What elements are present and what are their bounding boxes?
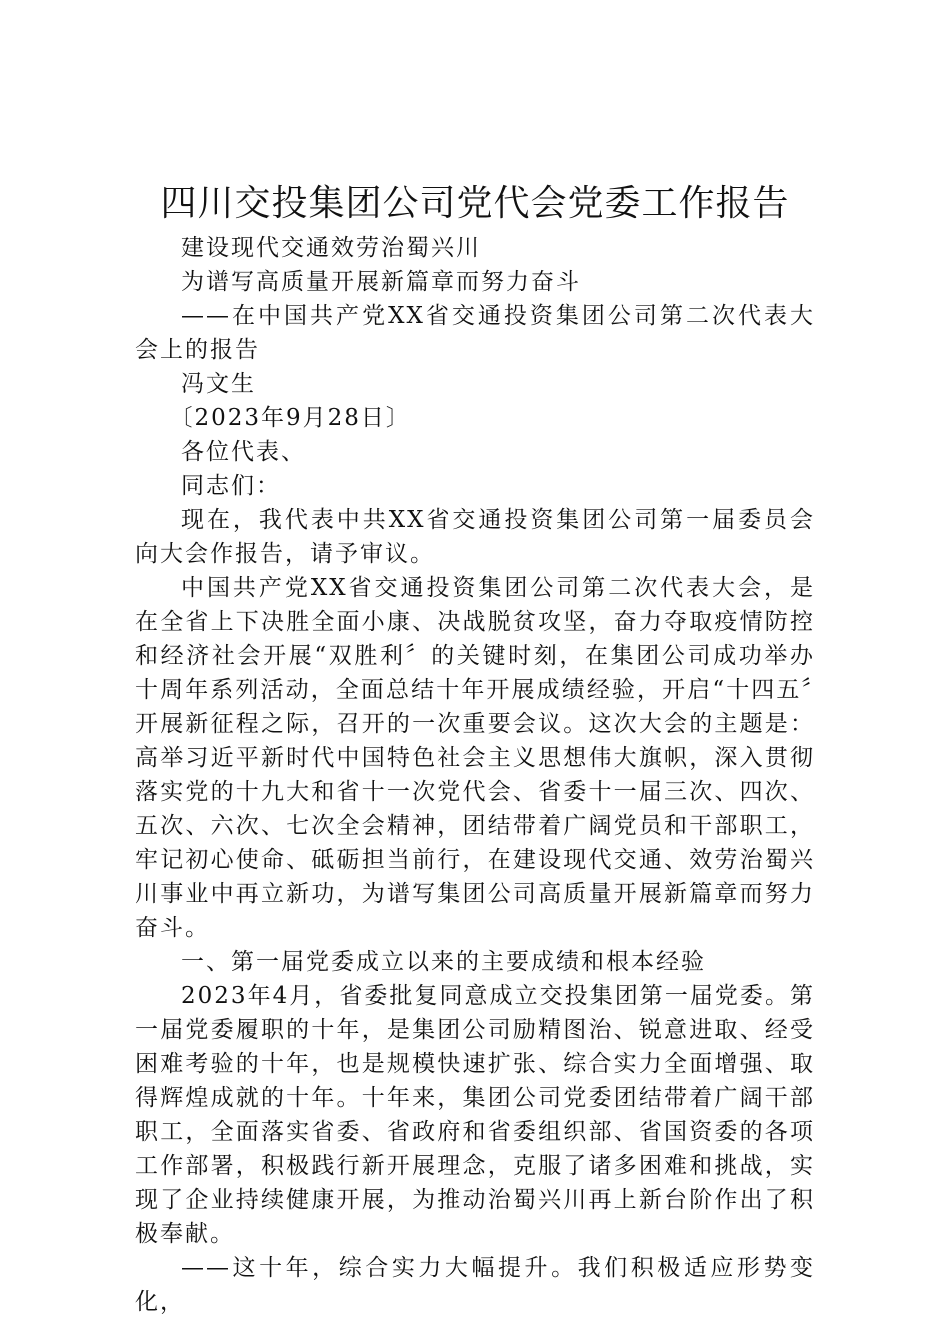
paragraph-intro: 现在，我代表中共XX省交通投资集团公司第一届委员会向大会作报告，请予审议。 (135, 507, 815, 567)
salutation-line-2: 同志们： (181, 473, 281, 499)
paragraph-congress: 中国共产党XX省交通投资集团公司第二次代表大会，是在全省上下决胜全面小康、决战脱贫攻坚，奋力夺取疫情防控和经济社会开展“双胜利〞的关键时刻，在集团公司成功举办十周年系列活动，全面总结十年开展成绩经验，开启“十四五〞开展新征程之际，召开的一次重要会议。这次大会的主题是：高举习近平新时代中国特色社会主义思想伟大旗帜，深入贯彻落实党的十九大和省十一次党代会、省委十一届三次、四次、五次、六次、七次全会精神，团结带着广阔党员和干部职工，牢记初心使命、砥砺担当前行，在建设现代交通、效劳治蜀兴川事业中再立新功，为谱写集团公司高质量开展新篇章而努力奋斗。 (135, 575, 815, 941)
paragraph-strength: ——这十年，综合实力大幅提升。我们积极适应形势变化， (135, 1255, 815, 1315)
document-body (135, 231, 815, 1319)
paragraph-ten-years: 2023年4月，省委批复同意成立交投集团第一届党委。第一届党委履职的十年，是集团公司励精图治、锐意进取、经受困难考验的十年，也是规模快速扩张、综合实力全面增强、取得辉煌成就的十年。十年来，集团公司党委团结带着广阔干部职工，全面落实省委、省政府和省委组织部、省国资委的各项工作部署，积极践行新开展理念，克服了诸多困难和挑战，实现了企业持续健康开展，为推动治蜀兴川再上新台阶作出了积极奉献。 (135, 983, 815, 1247)
section-heading-1: 一、第一届党委成立以来的主要成绩和根本经验 (181, 949, 706, 975)
subtitle-line-2: 为谱写高质量开展新篇章而努力奋斗 (181, 269, 581, 295)
report-date: 〔2023年9月28日〕 (169, 405, 411, 431)
subtitle-line-1: 建设现代交通效劳治蜀兴川 (181, 235, 481, 261)
document-title: 四川交投集团公司党代会党委工作报告 (160, 183, 790, 224)
salutation-line-1: 各位代表、 (181, 439, 306, 465)
author-name: 冯文生 (181, 371, 256, 397)
report-occasion: ——在中国共产党XX省交通投资集团公司第二次代表大会上的报告 (135, 303, 815, 363)
